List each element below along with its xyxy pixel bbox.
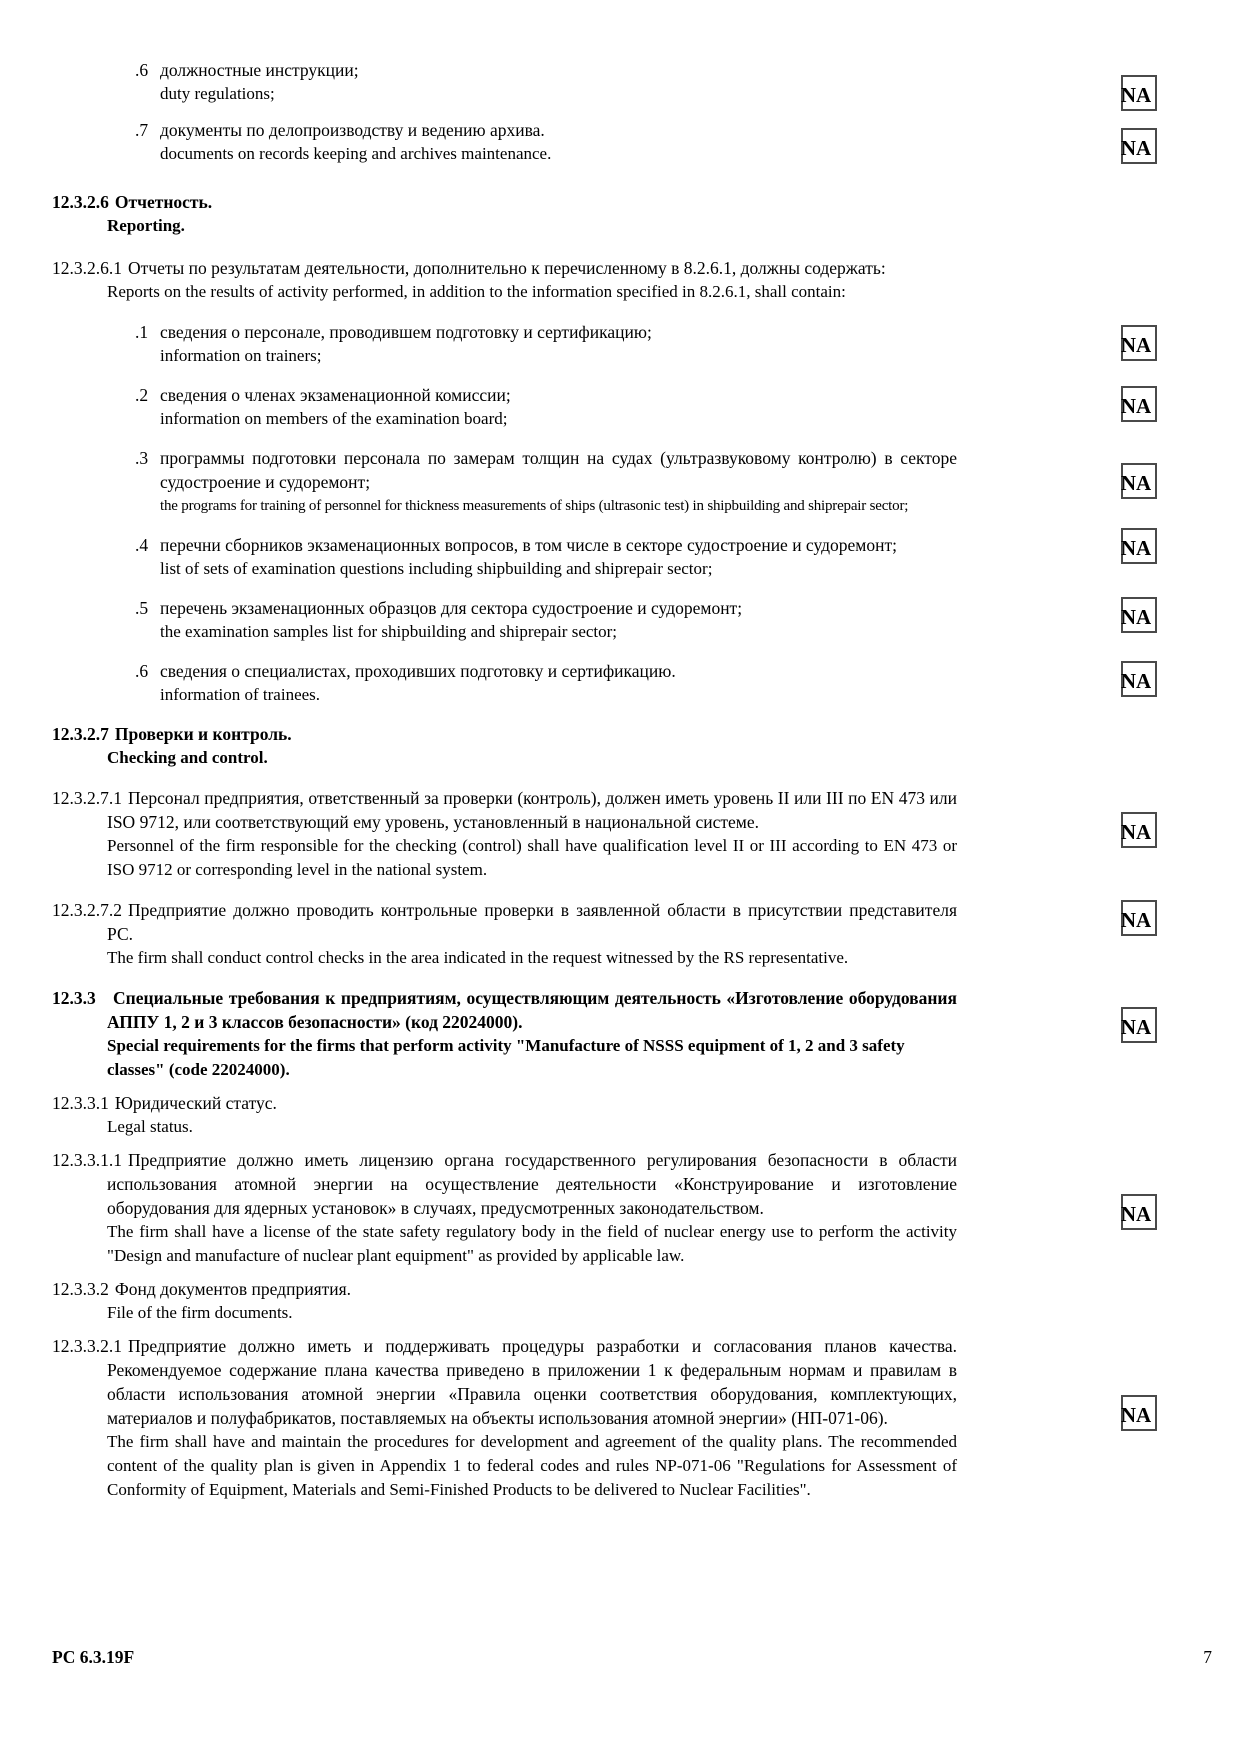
ru-text: Отчеты по результатам деятельности, дополнительно к перечисленному в 8.2.6.1, должны содержать: xyxy=(128,258,886,278)
en-text: Reports on the results of activity performed, in addition to the information specified in 8.2.6.1, shall contain: xyxy=(107,282,846,301)
list-item-examination-samples xyxy=(52,596,1188,644)
ru-text: Предприятие должно иметь лицензию органа государственного регулирования безопасности в области использования атомной энергии на осуществление деятельности «Конструирование и изготовление оборудования для ядерных установок» в случаях, предусмотренных законодательством. xyxy=(107,1150,957,1218)
ru-text: Отчетность. xyxy=(114,192,213,212)
en-text: the programs for training of personnel for thickness measurements of ships (ultrasonic test) in shipbuilding and shiprepair sector; xyxy=(160,498,909,514)
list-item-trainers xyxy=(52,320,1188,368)
na-checkbox: NA xyxy=(1121,386,1157,422)
ru-text: документы по делопроизводству и ведению архива. xyxy=(160,120,545,140)
en-text: Checking and control. xyxy=(107,748,268,767)
list-item-examination-board xyxy=(52,383,1188,431)
na-checkbox: NA xyxy=(1121,75,1157,111)
en-text: The firm shall conduct control checks in the area indicated in the request witnessed by the RS representative. xyxy=(107,948,849,967)
item-number: .6 xyxy=(135,661,149,681)
document-page xyxy=(52,58,1188,1517)
ru-text: Персонал предприятия, ответственный за проверки (контроль), должен иметь уровень II или III по EN 473 или ISO 9712, или соответствующий ему уровень, установленный в национальной системе. xyxy=(107,788,957,832)
heading-12-3-2-6 xyxy=(52,190,1188,238)
list-item-duty-regulations xyxy=(52,58,1188,106)
ru-text: Специальные требования к предприятиям, осуществляющим деятельность «Изготовление оборудования АППУ 1, 2 и 3 классов безопасности» (код 22024000). xyxy=(107,988,957,1032)
na-checkbox: NA xyxy=(1121,1194,1157,1230)
ru-text: Юридический статус. xyxy=(114,1093,277,1113)
ru-text: программы подготовки персонала по замерам толщин на судах (ультразвуковому контролю) в секторе судостроение и судоремонт; xyxy=(160,448,957,492)
en-text: Personnel of the firm responsible for the checking (control) shall have qualification level II or III according to EN 473 or ISO 9712 or corresponding level in the national system. xyxy=(107,836,957,879)
item-number: .5 xyxy=(135,598,149,618)
en-text: File of the firm documents. xyxy=(107,1303,293,1322)
paragraph-12-3-2-7-2 xyxy=(52,898,1188,970)
ru-text: Фонд документов предприятия. xyxy=(114,1279,352,1299)
ru-text: Предприятие должно иметь и поддерживать процедуры разработки и согласования планов качества. Рекомендуемое содержание плана качества приведено в приложении 1 к федеральным нормам и правилам в области использования атомной энергии «Правила оценки соответствия оборудования, комплектующих, материалов и полуфабрикатов, поставляемых на объекты использования атомной энергии» (НП-071-06). xyxy=(107,1336,957,1428)
paragraph-12-3-2-6-1 xyxy=(52,256,1188,304)
na-checkbox: NA xyxy=(1121,661,1157,697)
en-text: Legal status. xyxy=(107,1117,193,1136)
en-text: information on trainers; xyxy=(160,346,322,365)
ru-text: перечни сборников экзаменационных вопросов, в том числе в секторе судостроение и судоремонт; xyxy=(160,535,897,555)
list-item-training-programs xyxy=(52,446,1188,518)
heading-12-3-3 xyxy=(52,986,1188,1082)
list-item-trainees xyxy=(52,659,1188,707)
item-number: .1 xyxy=(135,322,149,342)
clause-number: 12.3.2.7 xyxy=(52,724,109,744)
en-text: The firm shall have a license of the state safety regulatory body in the field of nuclear energy use to perform the activity "Design and manufacture of nuclear plant equipment" as provided by applicable law. xyxy=(107,1222,957,1265)
na-checkbox: NA xyxy=(1121,900,1157,936)
ru-text: должностные инструкции; xyxy=(160,60,359,80)
en-text: information of trainees. xyxy=(160,685,321,704)
na-checkbox: NA xyxy=(1121,1007,1157,1043)
na-checkbox: NA xyxy=(1121,325,1157,361)
en-text: documents on records keeping and archives maintenance. xyxy=(160,144,552,163)
page-number: 7 xyxy=(1203,1647,1212,1667)
list-item-examination-questions xyxy=(52,533,1188,581)
ru-text: сведения о специалистах, проходивших подготовку и сертификацию. xyxy=(160,661,676,681)
na-checkbox: NA xyxy=(1121,597,1157,633)
item-number: .3 xyxy=(135,448,149,468)
en-text: the examination samples list for shipbuilding and shiprepair sector; xyxy=(160,622,618,641)
clause-number: 12.3.2.6.1 xyxy=(52,258,122,278)
ru-text: Предприятие должно проводить контрольные проверки в заявленной области в присутствии представителя РС. xyxy=(107,900,957,944)
en-text: Reporting. xyxy=(107,216,185,235)
clause-number: 12.3.2.7.2 xyxy=(52,900,122,920)
na-checkbox: NA xyxy=(1121,128,1157,164)
clause-number: 12.3.3 xyxy=(52,988,96,1008)
document-code: PC 6.3.19F xyxy=(52,1647,135,1667)
ru-text: перечень экзаменационных образцов для сектора судостроение и судоремонт; xyxy=(160,598,743,618)
en-text: duty regulations; xyxy=(160,84,275,103)
heading-12-3-2-7 xyxy=(52,722,1188,770)
item-number: .4 xyxy=(135,535,149,555)
paragraph-12-3-3-1-1 xyxy=(52,1148,1188,1268)
na-checkbox: NA xyxy=(1121,1395,1157,1431)
na-checkbox: NA xyxy=(1121,812,1157,848)
en-text: information on members of the examination board; xyxy=(160,409,508,428)
paragraph-12-3-2-7-1 xyxy=(52,786,1188,882)
list-item-records-keeping xyxy=(52,118,1188,166)
item-number: .2 xyxy=(135,385,149,405)
ru-text: сведения о персонале, проводившем подготовку и сертификацию; xyxy=(160,322,652,342)
clause-number: 12.3.2.7.1 xyxy=(52,788,122,808)
en-text: The firm shall have and maintain the procedures for development and agreement of the quality plans. The recommended content of the quality plan is given in Appendix 1 to federal codes and rules NP-071-06 "Regulations for Assessment of Conformity of Equipment, Materials and Semi-Finished Products to be delivered to Nuclear Facilities". xyxy=(107,1432,957,1499)
clause-number: 12.3.3.1.1 xyxy=(52,1150,122,1170)
en-text: list of sets of examination questions including shipbuilding and shiprepair sector; xyxy=(160,559,713,578)
en-text: Special requirements for the firms that perform activity "Manufacture of NSSS equipment of 1, 2 and 3 safety classes" (code 22024000). xyxy=(107,1036,905,1079)
item-number: .7 xyxy=(135,120,149,140)
ru-text: Проверки и контроль. xyxy=(114,724,292,744)
na-checkbox: NA xyxy=(1121,463,1157,499)
clause-number: 12.3.3.2.1 xyxy=(52,1336,122,1356)
item-number: .6 xyxy=(135,60,149,80)
heading-12-3-3-2 xyxy=(52,1277,1188,1325)
heading-12-3-3-1 xyxy=(52,1091,1188,1139)
na-checkbox: NA xyxy=(1121,528,1157,564)
page-footer xyxy=(52,1645,1212,1669)
clause-number: 12.3.3.2 xyxy=(52,1279,109,1299)
clause-number: 12.3.3.1 xyxy=(52,1093,109,1113)
ru-text: сведения о членах экзаменационной комиссии; xyxy=(160,385,511,405)
paragraph-12-3-3-2-1 xyxy=(52,1334,1188,1502)
clause-number: 12.3.2.6 xyxy=(52,192,109,212)
